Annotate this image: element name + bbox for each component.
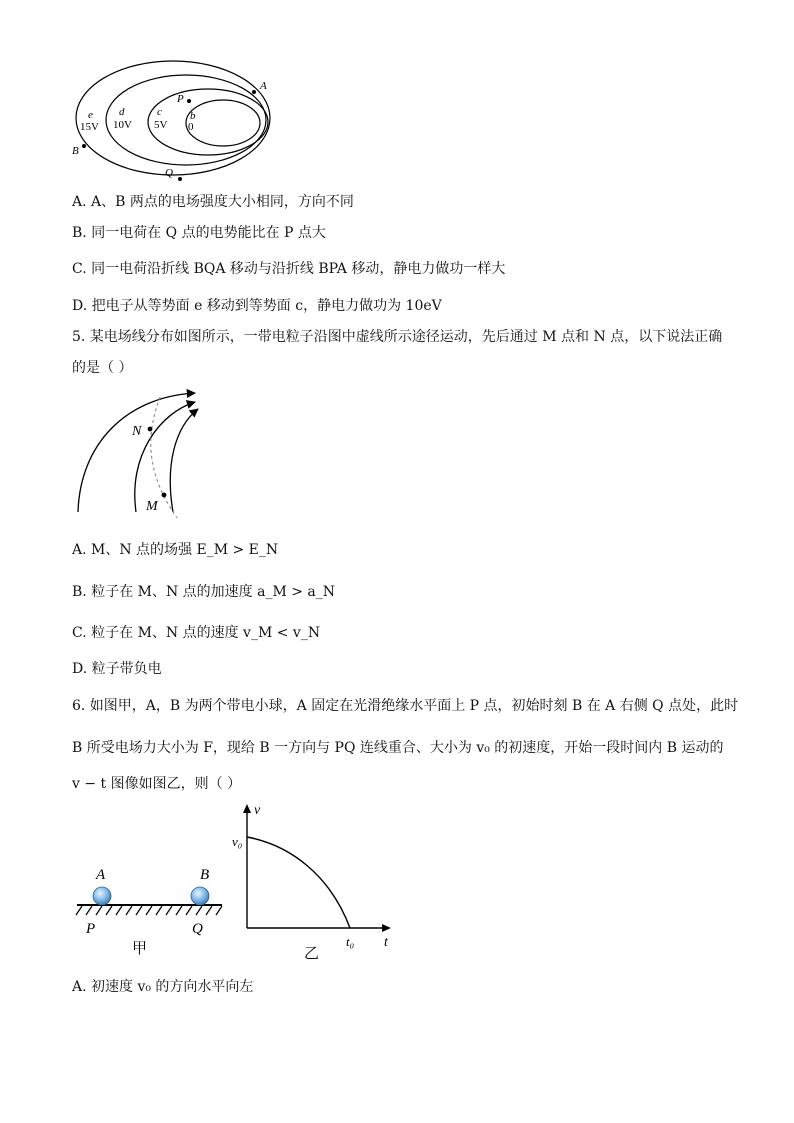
point-Q: [178, 177, 182, 181]
figure-jia: [72, 855, 232, 965]
label-A: A: [260, 80, 267, 92]
field-line-1: [78, 393, 195, 512]
vt-curve: [247, 837, 350, 928]
t0-label: t₀: [346, 934, 355, 949]
equipotential-b: [186, 100, 260, 146]
label-Q: Q: [192, 921, 203, 937]
caption-jia: 甲: [132, 941, 148, 957]
equipotential-e: [76, 61, 270, 175]
point-B: [82, 144, 86, 148]
ball-A: [93, 887, 111, 905]
field-line-3: [170, 409, 198, 512]
t-axis-arrow: [382, 924, 391, 932]
label-ball-B: B: [200, 867, 210, 883]
q4-option-b: B. 同一电荷在 Q 点的电势能比在 P 点大: [72, 225, 326, 241]
label-ball-A: A: [96, 867, 106, 883]
caption-yi: 乙: [304, 946, 320, 962]
field-lines-figure: [70, 385, 210, 525]
q4-option-a: A. A、B 两点的电场强度大小相同，方向不同: [72, 194, 354, 210]
v-axis-label: v: [254, 803, 261, 818]
point-M: [162, 493, 167, 498]
label-c: c: [157, 106, 162, 118]
label-N: N: [132, 424, 142, 439]
v0-label: v₀: [232, 834, 243, 849]
q5-option-c: C. 粒子在 M、N 点的速度 v_M < v_N: [72, 625, 321, 641]
q5-option-a: A. M、N 点的场强 E_M > E_N: [72, 542, 279, 558]
q6-stem-line3: v − t 图像如图乙，则（ ）: [72, 776, 242, 792]
figure-yi-vt-graph: [230, 800, 395, 965]
q4-option-c: C. 同一电荷沿折线 BQA 移动与沿折线 BPA 移动，静电力做功一样大: [72, 261, 506, 277]
label-c-volt: 5V: [154, 119, 168, 131]
label-e-volt: 15V: [80, 121, 99, 133]
label-b: b: [190, 110, 196, 122]
q6-stem-line2: B 所受电场力大小为 F，现给 B 一方向与 PQ 连线重合、大小为 v₀ 的初速度，开始一段时间内 B 运动的: [72, 740, 724, 756]
label-Q: Q: [165, 167, 173, 179]
v-axis-arrow: [243, 804, 251, 813]
label-P: P: [86, 921, 96, 937]
point-P: [187, 99, 191, 103]
q6-stem-line1: 6. 如图甲，A，B 为两个带电小球，A 固定在光滑绝缘水平面上 P 点，初始时刻 B 在 A 右侧 Q 点处，此时: [72, 698, 739, 714]
label-b-volt: 0: [188, 121, 194, 133]
q5-stem-line1: 5. 某电场线分布如图所示，一带电粒子沿图中虚线所示途径运动，先后通过 M 点和 N 点，以下说法正确: [72, 329, 723, 345]
label-P: P: [177, 93, 184, 105]
q5-option-d: D. 粒子带负电: [72, 661, 162, 677]
q5-option-b: B. 粒子在 M、N 点的加速度 a_M > a_N: [72, 584, 336, 600]
label-d: d: [119, 106, 125, 118]
q6-option-a: A. 初速度 v₀ 的方向水平向左: [72, 979, 254, 995]
label-M: M: [146, 499, 158, 514]
label-e: e: [88, 109, 93, 121]
point-N: [148, 427, 153, 432]
label-B: B: [72, 145, 79, 157]
label-d-volt: 10V: [113, 119, 132, 131]
q4-option-d: D. 把电子从等势面 e 移动到等势面 c，静电力做功为 10eV: [72, 298, 442, 314]
point-A: [252, 90, 256, 94]
q5-stem-line2: 的是（ ）: [72, 360, 133, 376]
surface-hatching: [76, 906, 222, 915]
equipotential-figure: [68, 58, 278, 188]
ball-B: [191, 887, 209, 905]
t-axis-label: t: [384, 935, 388, 950]
